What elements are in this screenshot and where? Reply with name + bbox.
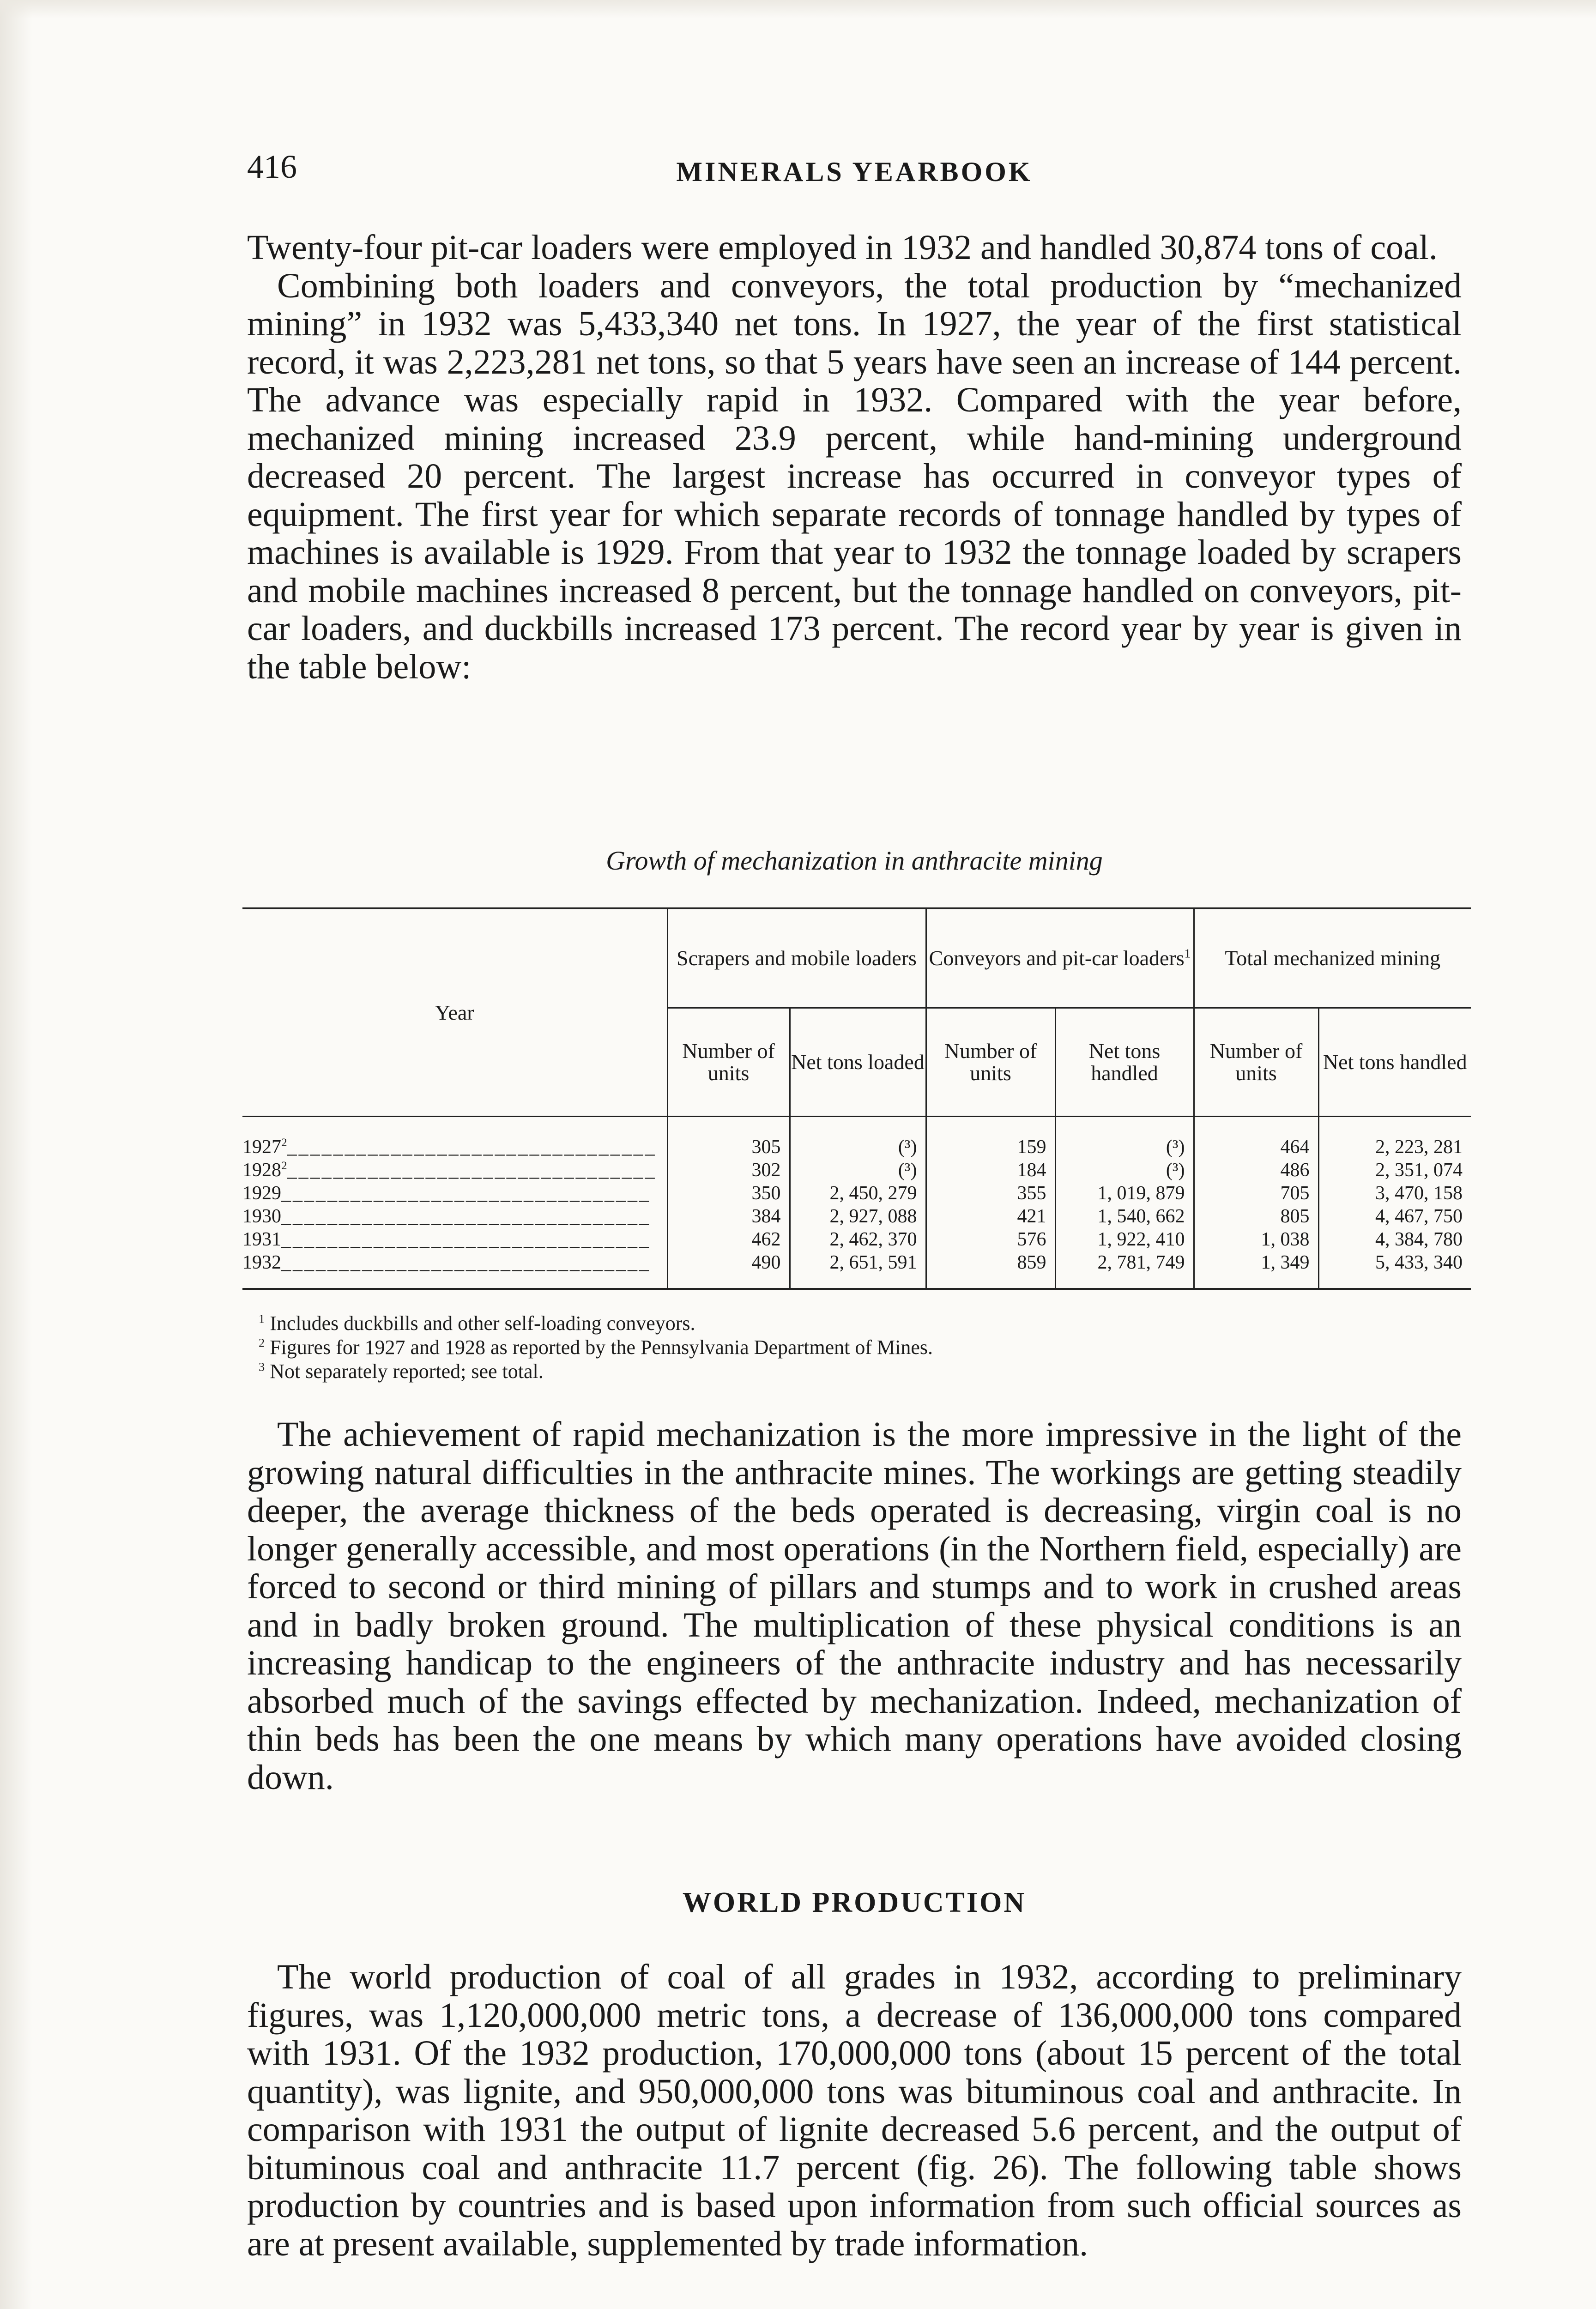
paragraph-mechanized-mining: Combining both loaders and conveyors, the total production by “mechanized mining” in 1932 was 5,433,340 net tons. In 1927, the year of the first statistical record, it was 2,223,281 net tons, so that 5 years have seen an increase of 144 percent. The advance was especially rapid in 1932. Compared with the year before, mechanized mining increased 23.9 percent, while hand-mining underground decreased 20 percent. The largest increase has occurred in conveyor types of equipment. The first year for which separate records of tonnage handled by types of machines is available is 1929. From that year to 1932 the tonnage loaded by scrapers and mobile machines increased 8 percent, but the tonnage handled on conveyors, pit-car loaders, and duckbills increased 173 percent. The record year by year is given in the table below: [247,266,1462,686]
cell: (³) [790,1159,926,1182]
cell: 4, 467, 750 [1318,1205,1471,1228]
cell: 384 [667,1205,790,1228]
cell: 705 [1194,1182,1318,1205]
table-row [242,1228,1471,1251]
cell: 1, 540, 662 [1055,1205,1194,1228]
cell: 576 [926,1228,1055,1251]
cell: 5, 433, 340 [1318,1251,1471,1289]
year-cell: 1930________________________________ [242,1206,651,1227]
mechanization-table [242,907,1471,1290]
table-row [242,1251,1471,1289]
subheader-conveyors-tons: Net tons handled [1055,1008,1194,1117]
cell: (³) [1055,1159,1194,1182]
cell: 421 [926,1205,1055,1228]
cell: 159 [926,1117,1055,1159]
year-cell: 1931________________________________ [242,1229,651,1250]
bottom-text [247,1958,1462,2263]
table-footnotes [259,1312,1459,1384]
group-header-total: Total mechanized mining [1194,908,1471,1008]
group-header-scrapers: Scrapers and mobile loaders [667,908,926,1008]
cell: 2, 651, 591 [790,1251,926,1289]
footnote-3: $^3$ Not separately reported; see total. [259,1360,544,1383]
cell: 2, 927, 088 [790,1205,926,1228]
year-cell: 1928$^2$________________________________ [242,1160,657,1181]
cell: 1, 019, 879 [1055,1182,1194,1205]
cell: 462 [667,1228,790,1251]
subheader-total-units: Number of units [1194,1008,1318,1117]
cell: 2, 351, 074 [1318,1159,1471,1182]
cell: 1, 922, 410 [1055,1228,1194,1251]
table-row [242,1117,1471,1159]
running-head: MINERALS YEARBOOK [676,157,1033,187]
table-row [242,1205,1471,1228]
cell: 1, 038 [1194,1228,1318,1251]
cell: 2, 450, 279 [790,1182,926,1205]
cell: (³) [1055,1117,1194,1159]
cell: 305 [667,1117,790,1159]
cell: 859 [926,1251,1055,1289]
year-column-header: Year [242,908,667,1117]
cell: 805 [1194,1205,1318,1228]
middle-text [247,1415,1462,1796]
footnote-1: $^1$ Includes duckbills and other self-loading conveyors. [259,1312,695,1335]
table-title: Growth of mechanization in anthracite mining [606,846,1103,876]
year-cell: 1927$^2$________________________________ [242,1136,657,1158]
cell: 350 [667,1182,790,1205]
cell: 490 [667,1251,790,1289]
cell: 2, 223, 281 [1318,1117,1471,1159]
year-cell: 1929________________________________ [242,1183,651,1204]
group-header-conveyors: Conveyors and pit-car loaders$^1$ [926,908,1194,1008]
table-row [242,1182,1471,1205]
cell: 3, 470, 158 [1318,1182,1471,1205]
cell: (³) [790,1117,926,1159]
footnote-2: $^2$ Figures for 1927 and 1928 as reported by the Pennsylvania Department of Mines. [259,1336,933,1359]
subheader-total-tons: Net tons handled [1318,1008,1471,1117]
scan-top-shadow [0,0,1596,18]
section-heading: WORLD PRODUCTION [682,1887,1027,1918]
year-cell: 1932________________________________ [242,1251,667,1289]
page-header [247,148,1462,189]
cell: 1, 349 [1194,1251,1318,1289]
intro-text [247,229,1462,686]
paragraph-pit-car-loaders: Twenty-four pit-car loaders were employed in 1932 and handled 30,874 tons of coal. [247,228,1438,267]
cell: 355 [926,1182,1055,1205]
page-number: 416 [247,148,297,185]
paragraph-achievement: The achievement of rapid mechanization is the more impressive in the light of the growing natural difficulties in the anthracite mines. The workings are getting steadily deeper, the average thickness of the beds operated is decreasing, virgin coal is no longer generally accessible, and most operations (in the Northern field, especially) are forced to second or third mining of pillars and stumps and to work in crushed areas and in badly broken ground. The multiplication of these physical conditions is an increasing handicap to the engineers of the anthracite industry and has necessarily absorbed much of the savings effected by mechanization. Indeed, mechanization of thin beds has been the one means by which many operations have avoided closing down. [247,1415,1462,1797]
cell: 4, 384, 780 [1318,1228,1471,1251]
paragraph-world-production: The world production of coal of all grades in 1932, according to preliminary figures, was 1,120,000,000 metric tons, a decrease of 136,000,000 tons compared with 1931. Of the 1932 production, 170,000,000 tons (about 15 percent of the total quantity), was lignite, and 950,000,000 tons was bituminous coal and anthracite. In comparison with 1931 the output of lignite decreased 5.6 percent, and the output of bituminous coal and anthracite 11.7 percent (fig. 26). The following table shows production by countries and is based upon information from such official sources as are at present available, supplemented by trade information. [247,1958,1462,2263]
cell: 302 [667,1159,790,1182]
cell: 2, 781, 749 [1055,1251,1194,1289]
subheader-conveyors-units: Number of units [926,1008,1055,1117]
scan-edge-shadow [0,0,32,2309]
subheader-scrapers-tons: Net tons loaded [790,1008,926,1117]
cell: 184 [926,1159,1055,1182]
cell: 2, 462, 370 [790,1228,926,1251]
subheader-scrapers-units: Number of units [667,1008,790,1117]
cell: 464 [1194,1117,1318,1159]
cell: 486 [1194,1159,1318,1182]
table-row [242,1159,1471,1182]
